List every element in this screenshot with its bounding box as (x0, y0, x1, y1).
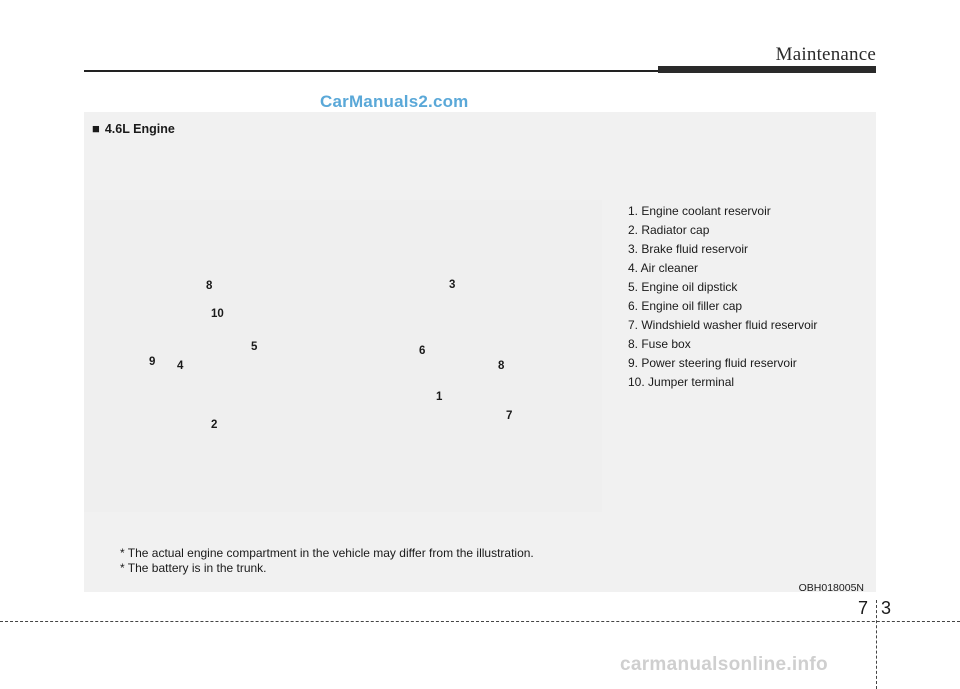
callout-label: 3 (449, 279, 456, 291)
note-line: * The battery is in the trunk. (120, 561, 267, 575)
callout-label: 6 (419, 345, 426, 357)
callout-label: 8 (206, 280, 213, 292)
header-rule-thick (658, 66, 876, 73)
note-line: * The actual engine compartment in the vehicle may differ from the illustration. (120, 546, 534, 560)
figure-code: OBH018005N (798, 582, 864, 594)
page-number: 3 (881, 598, 892, 618)
figure-notes (120, 546, 534, 576)
engine-figure-panel (84, 112, 876, 592)
legend-item: 3. Brake fluid reservoir (628, 242, 749, 256)
footer-dashed-line (0, 621, 960, 622)
legend-item: 2. Radiator cap (628, 223, 710, 237)
legend-item: 1. Engine coolant reservoir (628, 204, 771, 218)
callout-label: 5 (251, 341, 258, 353)
watermark-bottom[interactable]: carmanualsonline.info (620, 654, 828, 675)
callout-label: 4 (177, 360, 184, 372)
legend-item: 8. Fuse box (628, 337, 691, 351)
callout-label: 9 (149, 356, 156, 368)
legend-item: 5. Engine oil dipstick (628, 280, 738, 294)
parts-legend (628, 202, 817, 392)
watermark-top[interactable]: CarManuals2.com (320, 92, 469, 111)
legend-item: 6. Engine oil filler cap (628, 299, 743, 313)
callout-label: 2 (211, 419, 218, 431)
header-rule-thin (84, 70, 664, 72)
legend-item: 9. Power steering fluid reservoir (628, 356, 797, 370)
callout-label: 1 (436, 391, 443, 403)
figure-title (92, 121, 175, 136)
figure-title-text: 4.6L Engine (104, 122, 175, 136)
engine-illustration (84, 200, 602, 512)
callout-label: 7 (506, 410, 513, 422)
square-bullet-icon: ■ (92, 121, 100, 136)
callout-label: 8 (498, 360, 505, 372)
callout-label: 10 (211, 308, 224, 320)
legend-item: 4. Air cleaner (628, 261, 699, 275)
footer-dashed-divider (876, 600, 877, 689)
legend-item: 7. Windshield washer fluid reservoir (628, 318, 818, 332)
section-title: Maintenance (775, 44, 876, 65)
legend-item: 10. Jumper terminal (628, 375, 735, 389)
chapter-number: 7 (858, 598, 869, 618)
